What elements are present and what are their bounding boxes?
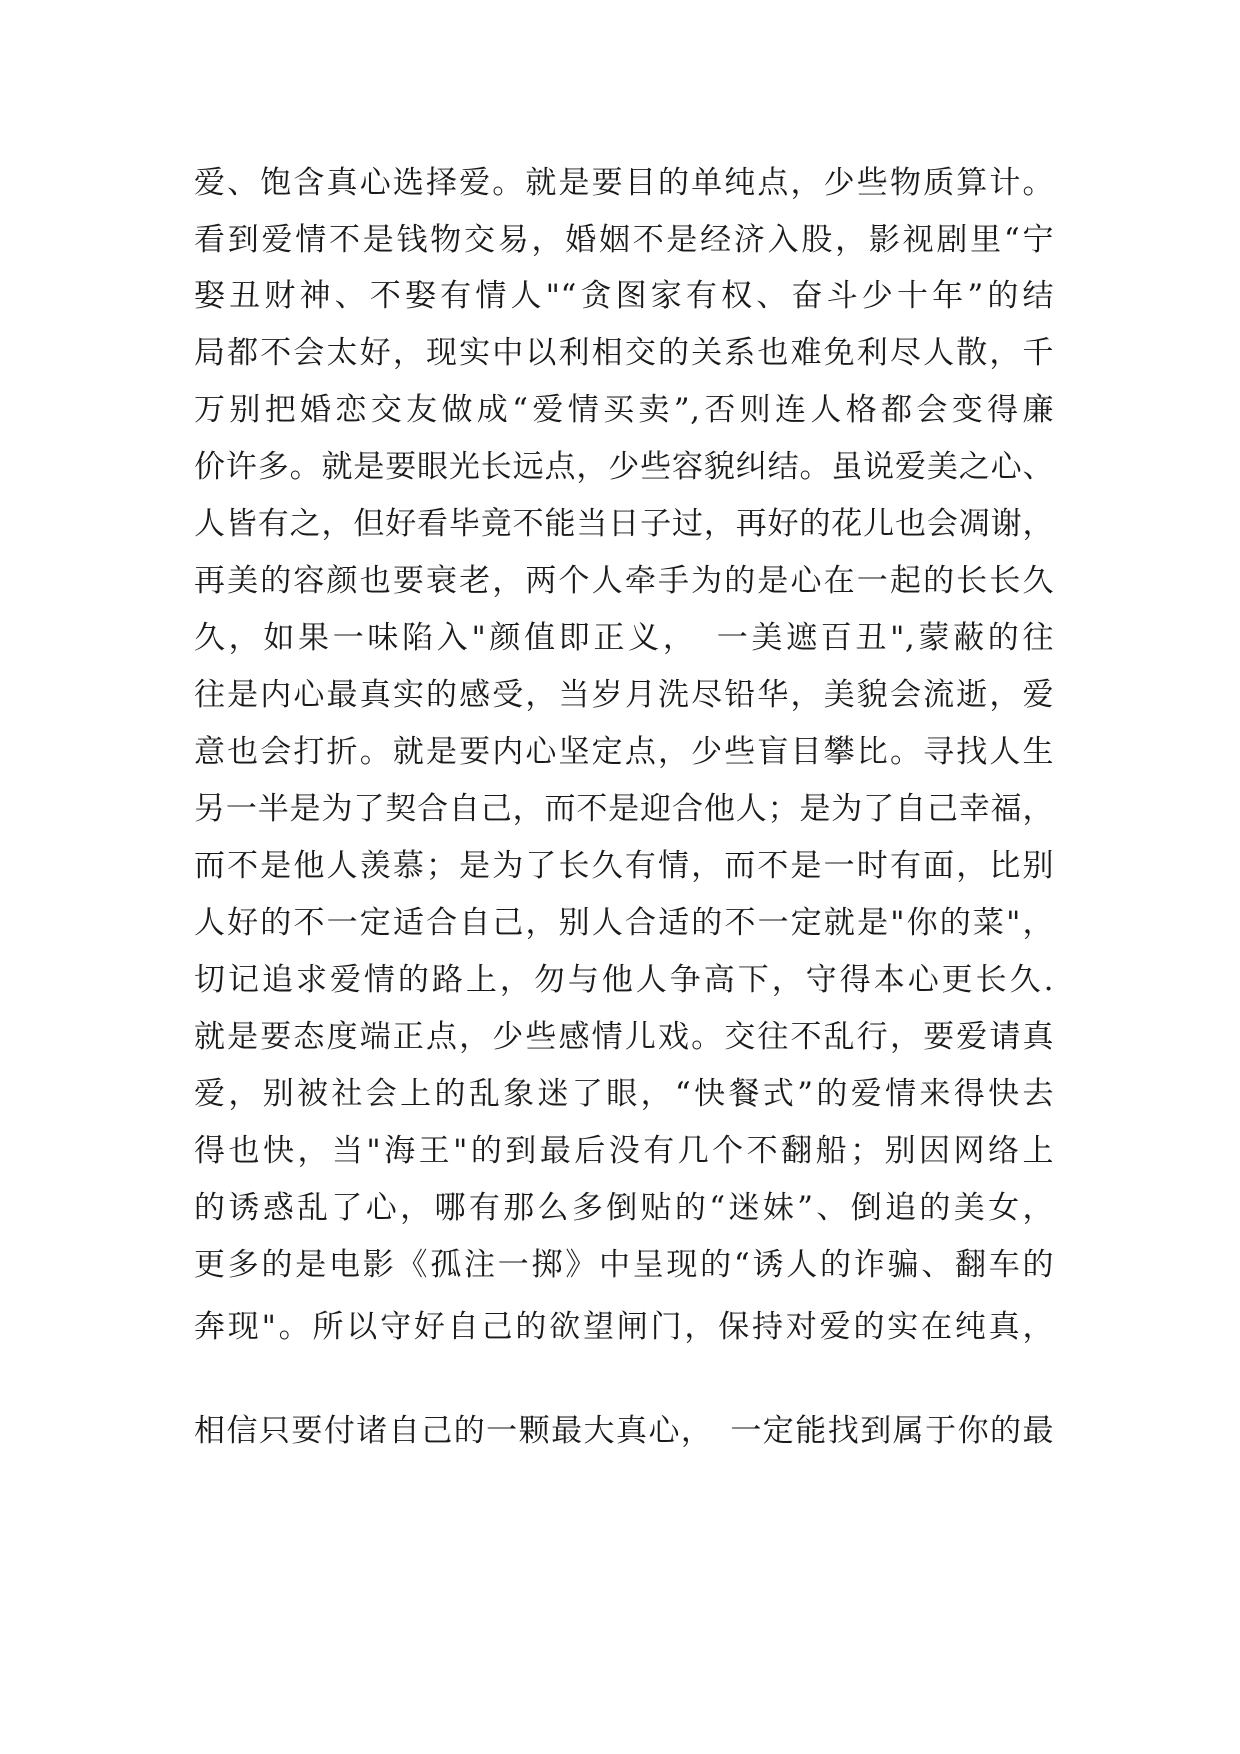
- text-line: 久，如果一味陷入"颜值即正义， 一美遮百丑",蒙蔽的往: [194, 620, 1054, 656]
- text-line: 切记追求爱情的路上，勿与他人争高下，守得本心更长久.: [194, 962, 1054, 998]
- text-line: 看到爱情不是钱物交易，婚姻不是经济入股，影视剧里“宁: [194, 222, 1054, 258]
- text-line: 娶丑财神、不娶有情人"“贪图家有权、奋斗少十年”的结: [194, 278, 1054, 314]
- text-line: 爱、饱含真心选择爱。就是要目的单纯点，少些物质算计。: [194, 165, 1054, 201]
- text-line: 价许多。就是要眼光长远点，少些容貌纠结。虽说爱美之心、: [194, 449, 1054, 485]
- text-line: 人皆有之，但好看毕竟不能当日子过，再好的花儿也会凋谢，: [194, 506, 1054, 542]
- text-line: 更多的是电影《孤注一掷》中呈现的“诱人的诈骗、翻车的: [194, 1247, 1054, 1283]
- text-line: 奔现"。所以守好自己的欲望闸门，保持对爱的实在纯真，: [194, 1309, 1054, 1345]
- text-line: 万别把婚恋交友做成“爱情买卖”,否则连人格都会变得廉: [194, 392, 1054, 428]
- text-line: 再美的容颜也要衰老，两个人牵手为的是心在一起的长长久: [194, 563, 1054, 599]
- text-line: 意也会打折。就是要内心坚定点，少些盲目攀比。寻找人生: [194, 734, 1054, 770]
- text-line: 相信只要付诸自己的一颗最大真心， 一定能找到属于你的最: [194, 1413, 1054, 1449]
- text-line: 就是要态度端正点，少些感情儿戏。交往不乱行，要爱请真: [194, 1019, 1054, 1055]
- text-line: 爱，别被社会上的乱象迷了眼，“快餐式”的爱情来得快去: [194, 1076, 1054, 1112]
- text-line: 往是内心最真实的感受，当岁月洗尽铅华，美貌会流逝，爱: [194, 677, 1054, 713]
- text-line: 而不是他人羡慕；是为了长久有情，而不是一时有面，比别: [194, 848, 1054, 884]
- text-line: 的诱惑乱了心，哪有那么多倒贴的“迷妹”、倒追的美女，: [194, 1190, 1054, 1226]
- text-line: 得也快，当"海王"的到最后没有几个不翻船；别因网络上: [194, 1133, 1054, 1169]
- text-line: 另一半是为了契合自己，而不是迎合他人；是为了自己幸福，: [194, 791, 1054, 827]
- text-line: 人好的不一定适合自己，别人合适的不一定就是"你的菜"，: [194, 905, 1054, 941]
- text-line: 局都不会太好，现实中以利相交的关系也难免利尽人散，千: [194, 335, 1054, 371]
